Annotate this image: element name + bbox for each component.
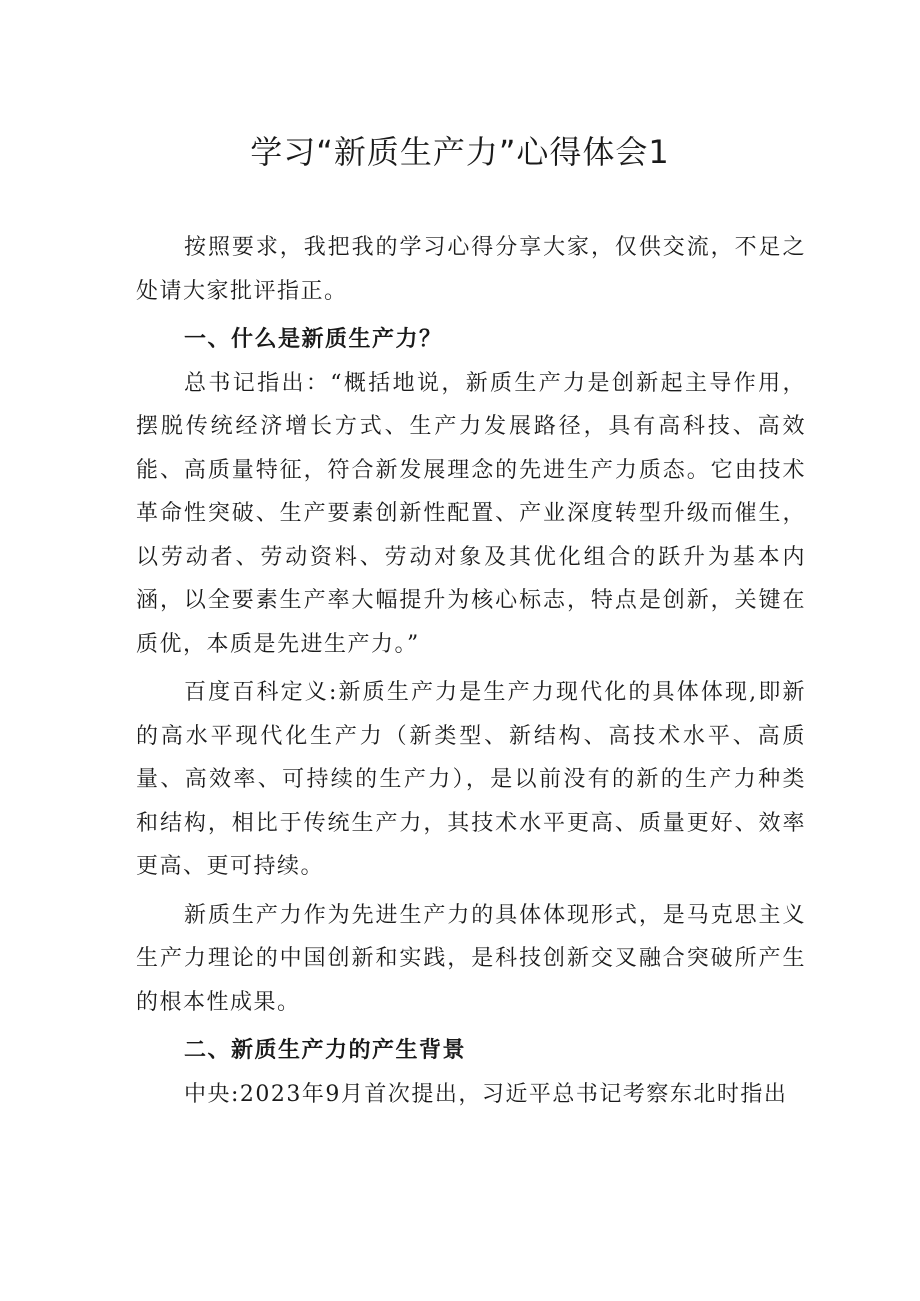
section-1-paragraph-baike: 百度百科定义:新质生产力是生产力现代化的具体体现,即新的高水平现代化生产力（新类型、新结构、高技术水平、高质量、高效率、可持续的生产力），是以前没有的新的生产力种类和结构，相比于传统生产力，其技术水平更高、质量更好、效率更高、更可持续。 [136, 680, 806, 879]
document-title: 学习“新质生产力”心得体会1 [250, 133, 670, 171]
section-2-paragraph-central: 中央:2023年9月首次提出，习近平总书记考察东北时指出 [184, 1081, 788, 1107]
section-1-paragraph-marxism: 新质生产力作为先进生产力的具体体现形式，是马克思主义生产力理论的中国创新和实践，是科技创新交叉融合突破所产生的根本性成果。 [136, 902, 806, 1015]
intro-paragraph: 按照要求，我把我的学习心得分享大家，仅供交流，不足之处请大家批评指正。 [136, 235, 806, 304]
section-1-paragraph-quote: 总书记指出：“概括地说，新质生产力是创新起主导作用，摆脱传统经济增长方式、生产力发展路径，具有高科技、高效能、高质量特征，符合新发展理念的先进生产力质态。它由技术革命性突破、生产要素创新性配置、产业深度转型升级而催生，以劳动者、劳动资料、劳动对象及其优化组合的跃升为基本内涵，以全要素生产率大幅提升为核心标志，特点是创新，关键在质优，本质是先进生产力。” [136, 370, 806, 657]
section-1-heading: 一、什么是新质生产力？ [184, 326, 443, 352]
document-body [136, 226, 806, 1116]
section-2-heading: 二、新质生产力的产生背景 [184, 1037, 467, 1063]
